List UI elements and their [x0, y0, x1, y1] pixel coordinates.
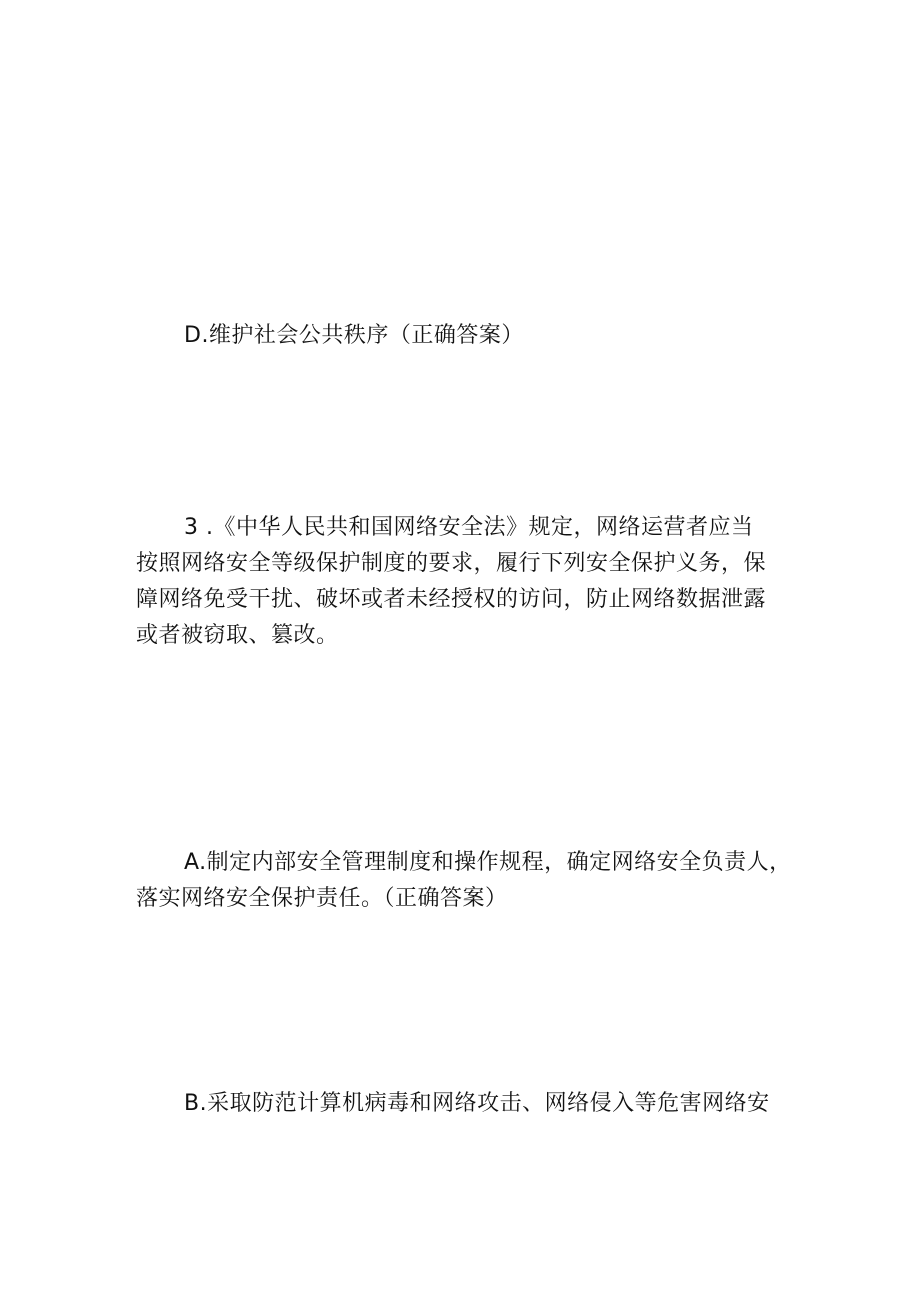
- option-a-line: A.制定内部安全管理制度和操作规程，确定网络安全负责人，: [184, 850, 792, 875]
- option-b-line: B.采取防范计算机病毒和网络攻击、网络侵入等危害网络安: [184, 1091, 770, 1116]
- option-a-line: 落实网络安全保护责任。（正确答案）: [136, 886, 508, 911]
- question-3-line: 障网络免受干扰、破坏或者未经授权的访问，防止网络数据泄露: [136, 587, 767, 612]
- question-3-line: 3 .《中华人民共和国网络安全法》规定，网络运营者应当: [184, 515, 754, 540]
- option-b-paragraph: [136, 1086, 796, 1122]
- option-d-line: D.维护社会公共秩序（正确答案）: [184, 323, 524, 348]
- question-3-line: 或者被窃取、篡改。: [136, 623, 339, 648]
- option-a-paragraph: [136, 845, 796, 917]
- question-3-line: 按照网络安全等级保护制度的要求，履行下列安全保护义务，保: [136, 551, 767, 576]
- question-3-paragraph: [136, 510, 796, 654]
- option-d-paragraph: [136, 318, 796, 354]
